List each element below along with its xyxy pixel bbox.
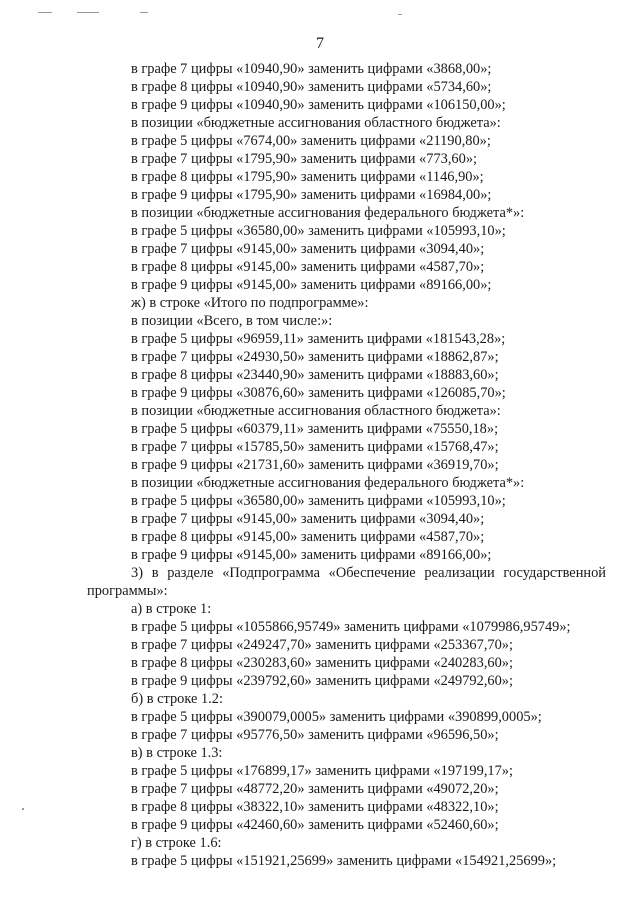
text-line: в графе 5 цифры «60379,11» заменить цифрами «75550,18»; xyxy=(131,421,499,437)
page-number: 7 xyxy=(316,35,324,52)
text-line: в графе 7 цифры «9145,00» заменить цифрами «3094,40»; xyxy=(131,241,485,257)
text-line: в графе 5 цифры «176899,17» заменить цифрами «197199,17»; xyxy=(131,763,513,779)
scan-speck xyxy=(77,12,99,13)
text-line: в графе 5 цифры «36580,00» заменить цифрами «105993,10»; xyxy=(131,493,506,509)
text-line: в графе 7 цифры «24930,50» заменить цифрами «18862,87»; xyxy=(131,349,499,365)
text-line: в графе 8 цифры «9145,00» заменить цифрами «4587,70»; xyxy=(131,529,485,545)
text-line: в позиции «бюджетные ассигнования федерального бюджета*»: xyxy=(131,205,525,221)
text-line: в графе 8 цифры «38322,10» заменить цифрами «48322,10»; xyxy=(131,799,499,815)
text-line: в графе 5 цифры «1055866,95749» заменить цифрами «1079986,95749»; xyxy=(131,619,571,635)
text-line: в графе 9 цифры «9145,00» заменить цифрами «89166,00»; xyxy=(131,547,492,563)
text-line: в графе 9 цифры «30876,60» заменить цифрами «126085,70»; xyxy=(131,385,506,401)
text-line: в графе 8 цифры «230283,60» заменить цифрами «240283,60»; xyxy=(131,655,513,671)
text-line: программы»: xyxy=(87,583,168,599)
text-line: в графе 7 цифры «48772,20» заменить цифрами «49072,20»; xyxy=(131,781,499,797)
text-line: в графе 9 цифры «21731,60» заменить цифрами «36919,70»; xyxy=(131,457,499,473)
text-line: в графе 5 цифры «390079,0005» заменить цифрами «390899,0005»; xyxy=(131,709,542,725)
text-line: в графе 8 цифры «10940,90» заменить цифрами «5734,60»; xyxy=(131,79,492,95)
text-line: в позиции «бюджетные ассигнования областного бюджета»: xyxy=(131,403,501,419)
text-line: в графе 8 цифры «1795,90» заменить цифрами «1146,90»; xyxy=(131,169,484,185)
text-line: в позиции «Всего, в том числе:»: xyxy=(131,313,333,329)
text-line: ж) в строке «Итого по подпрограмме»: xyxy=(131,295,369,311)
text-line: в) в строке 1.3: xyxy=(131,745,223,761)
text-line: в графе 9 цифры «10940,90» заменить цифрами «106150,00»; xyxy=(131,97,506,113)
text-line: в графе 7 цифры «95776,50» заменить цифрами «96596,50»; xyxy=(131,727,499,743)
text-line: 3) в разделе «Подпрограмма «Обеспечение реализации государственной xyxy=(131,565,606,581)
text-line: в графе 8 цифры «23440,90» заменить цифрами «18883,60»; xyxy=(131,367,499,383)
text-line: в графе 7 цифры «249247,70» заменить цифрами «253367,70»; xyxy=(131,637,513,653)
text-line: в графе 5 цифры «36580,00» заменить цифрами «105993,10»; xyxy=(131,223,506,239)
text-line: в графе 7 цифры «15785,50» заменить цифрами «15768,47»; xyxy=(131,439,499,455)
text-line: в позиции «бюджетные ассигнования федерального бюджета*»: xyxy=(131,475,525,491)
text-line: в графе 5 цифры «151921,25699» заменить цифрами «154921,25699»; xyxy=(131,853,557,869)
scan-speck xyxy=(38,12,52,13)
text-line: а) в строке 1: xyxy=(131,601,212,617)
text-line: в позиции «бюджетные ассигнования областного бюджета»: xyxy=(131,115,501,131)
text-line: в графе 9 цифры «239792,60» заменить цифрами «249792,60»; xyxy=(131,673,513,689)
scan-speck xyxy=(140,12,148,13)
scan-speck xyxy=(22,808,24,810)
text-line: в графе 5 цифры «96959,11» заменить цифрами «181543,28»; xyxy=(131,331,506,347)
text-line: в графе 7 цифры «10940,90» заменить цифрами «3868,00»; xyxy=(131,61,492,77)
text-line: в графе 8 цифры «9145,00» заменить цифрами «4587,70»; xyxy=(131,259,485,275)
text-line: г) в строке 1.6: xyxy=(131,835,222,851)
text-line: в графе 9 цифры «1795,90» заменить цифрами «16984,00»; xyxy=(131,187,492,203)
text-line: б) в строке 1.2: xyxy=(131,691,223,707)
text-line: в графе 7 цифры «9145,00» заменить цифрами «3094,40»; xyxy=(131,511,485,527)
scan-speck xyxy=(398,14,402,15)
text-line: в графе 9 цифры «42460,60» заменить цифрами «52460,60»; xyxy=(131,817,499,833)
text-line: в графе 5 цифры «7674,00» заменить цифрами «21190,80»; xyxy=(131,133,491,149)
text-line: в графе 9 цифры «9145,00» заменить цифрами «89166,00»; xyxy=(131,277,492,293)
text-line: в графе 7 цифры «1795,90» заменить цифрами «773,60»; xyxy=(131,151,478,167)
